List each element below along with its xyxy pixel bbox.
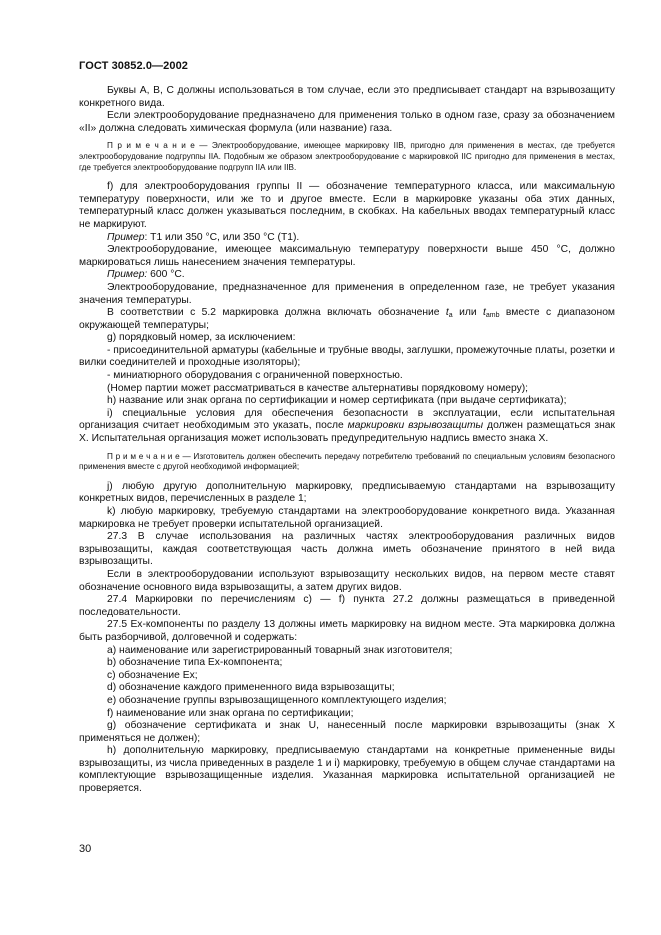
page-number: 30 xyxy=(79,843,92,855)
paragraph: h) название или знак органа по сертификации и номер сертификата (при выдаче сертификата); xyxy=(107,395,567,407)
example-label: Пример: xyxy=(107,269,148,281)
note-text: — Изготовитель должен обеспечить передачу потребителю требований по специальным условиям безопасного применения вместе с другой необходимой информацией; xyxy=(79,451,616,472)
example-label: Пример xyxy=(107,231,145,243)
paragraph: - миниатюрного оборудования с ограниченной поверхностью. xyxy=(107,370,403,382)
paragraph: Если электрооборудование предназначено для применения только в одном газе, сразу за обозначением «II» должна следовать химическая формула (или название) газа. xyxy=(79,110,615,134)
note-label: П р и м е ч а н и е xyxy=(107,141,195,151)
paragraph: f) для электрооборудования группы II — обозначение температурного класса, или максимальную температуру поверхности, или же то и другое вместе. Если в маркировке указаны оба этих данных, температурный класс должен указываться последним, в скобках. На кабельных вводах температурный класс не маркируют. xyxy=(79,181,615,230)
paragraph: j) любую другую дополнительную маркировку, предписываемую стандартами на взрывозащиту конкретных видов, перечисленных в разделе 1; xyxy=(79,480,615,505)
text-run: i) специальные условия для обеспечения безопасности в эксплуатации, если испытательная организация считает необходимым это указать, после xyxy=(79,407,615,432)
note xyxy=(79,141,615,173)
note-label: П р и м е ч а н и е xyxy=(107,451,180,461)
paragraph: Электрооборудование, предназначенное для применения в определенном газе, не требует указания значения температуры. xyxy=(79,281,615,306)
symbol-t: t xyxy=(445,307,449,319)
text-run: В соответствии с 5.2 маркировка должна включать обозначение xyxy=(107,307,446,319)
symbol-t: t xyxy=(483,307,486,319)
list-item: g) обозначение сертификата и знак U, нанесенный после маркировки взрывозащиты (знак Х применяться не должен); xyxy=(79,720,615,744)
list-item: f) наименование или знак органа по сертификации; xyxy=(107,707,354,719)
paragraph: k) любую маркировку, требуемую стандартами на электрооборудование конкретного вида. Указанная маркировка не требует проверки испытательной организацией. xyxy=(79,506,615,530)
paragraph: 27.4 Маркировки по перечислениям с) — f) пункта 27.2 должны размещаться в приведенной последовательности. xyxy=(79,594,615,618)
paragraph: - присоединительной арматуры (кабельные и трубные вводы, заглушки, промежуточные платы, розетки и вилки соединителей и проходные изоляторы); xyxy=(79,344,615,369)
paragraph: Если в электрооборудовании используют взрывозащиту нескольких видов, на первом месте ставят обозначение основного вида взрывозащиты, а затем других видов. xyxy=(79,568,615,593)
example-text: 600 °С. xyxy=(147,269,185,281)
note-text: — Электрооборудование, имеющее маркировку IIВ, пригодно для применения в местах, где требуется электрооборудование подгруппы IIА. Подобным же образом электрооборудование с маркировкой IIС пригодно для применения в местах, где требуется электрооборудование подгрупп IIА или IIВ. xyxy=(79,141,615,172)
paragraph: Электрооборудование, имеющее максимальную температуру поверхности выше 450 °С, должно маркироваться лишь нанесением значения температуры. xyxy=(79,244,615,268)
subscript: a xyxy=(448,312,453,320)
paragraph xyxy=(79,307,615,332)
document-header: ГОСТ 30852.0—2002 xyxy=(79,60,189,72)
paragraph: (Номер партии может рассматриваться в качестве альтернативы порядковому номеру); xyxy=(107,382,529,394)
list-item: e) обозначение группы взрывозащищенного комплектующего изделия; xyxy=(107,694,447,706)
paragraph xyxy=(79,408,615,446)
text-run: должен размещаться знак Х. Испытательная организация может использовать предупредительную надпись вместо знака Х. xyxy=(79,420,615,445)
list-item: c) обозначение Ех; xyxy=(107,669,198,681)
example xyxy=(79,269,615,282)
text-run: вместе с диапазоном окружающей температуры; xyxy=(79,307,615,331)
list-item: а) наименование или зарегистрированный товарный знак изготовителя; xyxy=(107,644,453,656)
list-item: b) обозначение типа Ех-компонента; xyxy=(107,657,283,669)
list-item: d) обозначение каждого примененного вида взрывозащиты; xyxy=(107,682,395,694)
subscript: amb xyxy=(485,312,500,320)
text-run: или xyxy=(452,307,483,319)
list-item: h) дополнительную маркировку, предписываемую стандартами на конкретные примененные виды взрывозащиты, из числа приведенных в разделе 1 и i) маркировку, требуемую в общем случае стандартами на комплектующие взрывозащищенные изделия. Указанная маркировка испытательной организацией не проверяется. xyxy=(79,745,615,795)
example xyxy=(79,232,615,245)
paragraph: 27.3 В случае использования на различных частях электрооборудования различных видов взрывозащиты, каждая соответствующая часть должна иметь обозначение принятого в ней вида взрывозащиты. xyxy=(79,531,615,568)
paragraph: g) порядковый номер, за исключением: xyxy=(107,332,296,344)
example-text: : Т1 или 350 °С, или 350 °С (Т1). xyxy=(144,231,300,243)
italic-term: маркировки взрывозащиты xyxy=(347,420,484,432)
paragraph: 27.5 Ех-компоненты по разделу 13 должны иметь маркировку на видном месте. Эта маркировка должна быть разборчивой, долговечной и содержать: xyxy=(79,619,615,643)
paragraph: Буквы А, В, С должны использоваться в том случае, если это предписывает стандарт на взрывозащиту конкретного вида. xyxy=(79,85,615,109)
document-body xyxy=(79,85,615,796)
note xyxy=(79,452,615,473)
